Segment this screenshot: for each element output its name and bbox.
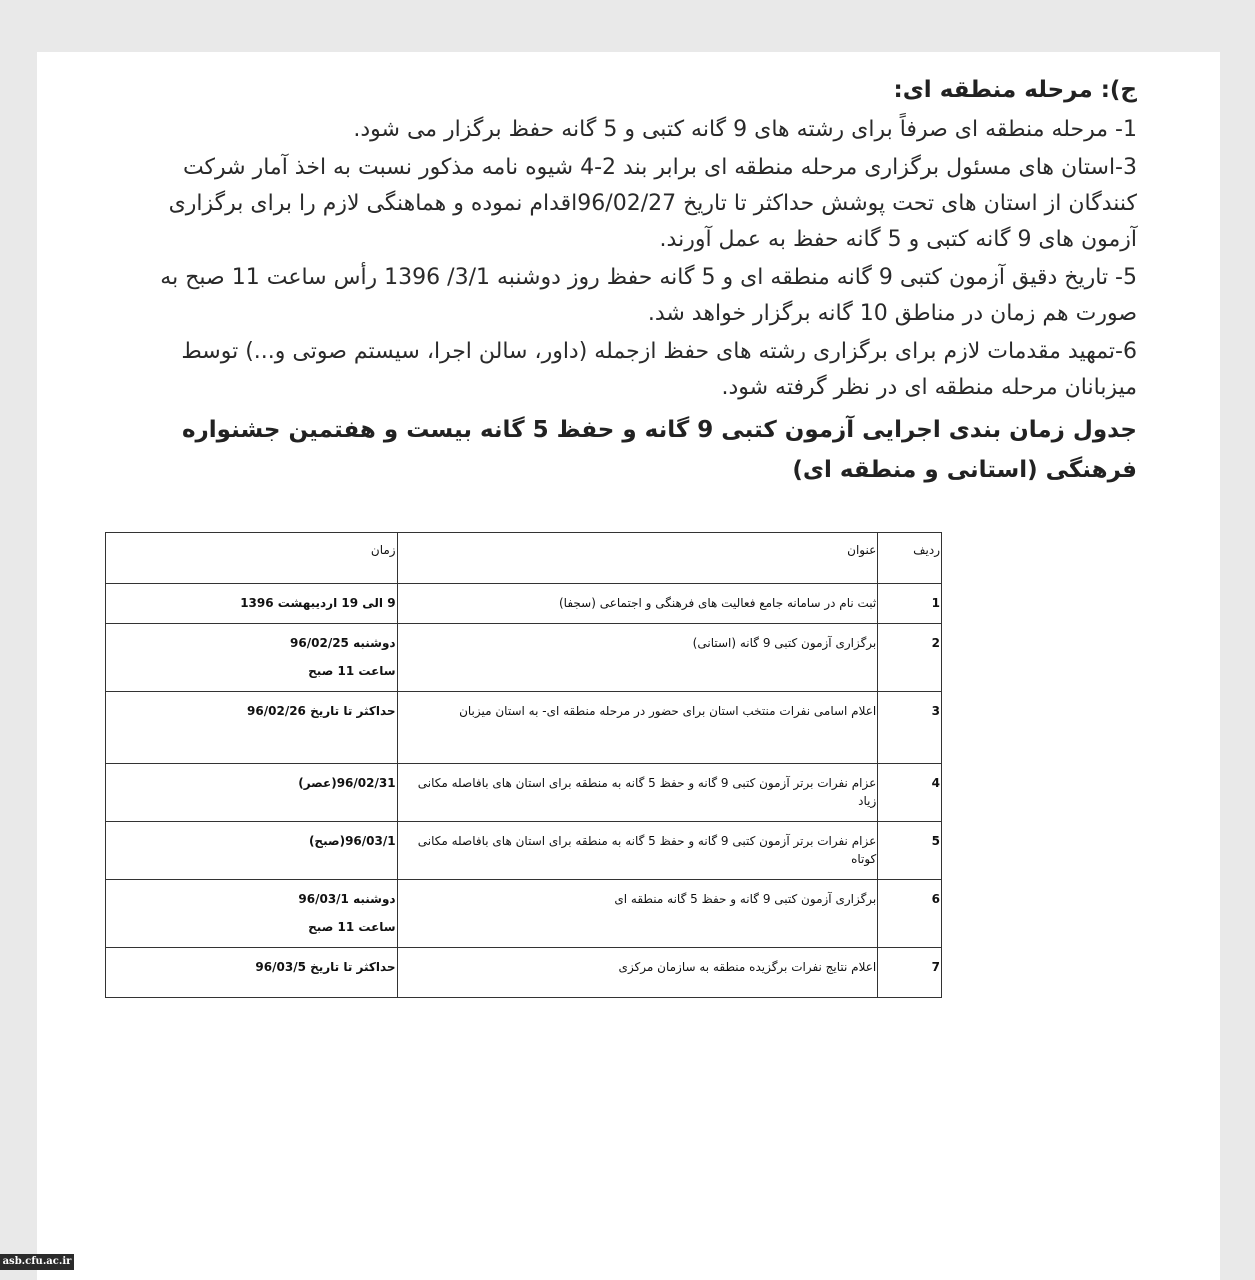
row-time-line1: حداکثر تا تاریخ 96/02/26 [247, 704, 396, 718]
row-time-line1: دوشنبه 96/02/25 [290, 636, 396, 650]
row-time-line1: 96/02/31(عصر) [298, 776, 396, 790]
paragraph-6: 6-تمهید مقدمات لازم برای برگزاری رشته های حفظ ازجمله (داور، سالن اجرا، سیستم صوتی و...) توسط میزبانان مرحله منطقه ای در نظر گرفته شود. [181, 339, 1137, 400]
row-time [106, 822, 398, 880]
row-num: 3 [878, 692, 942, 764]
table-header-row [106, 533, 942, 584]
paragraph-3: 3-استان های مسئول برگزاری مرحله منطقه ای برابر بند 2-4 شیوه نامه مذکور نسبت به اخذ آمار شرکت کنندگان از استان های تحت پوشش حداکثر تا تاریخ 96/02/27اقدام نموده و هماهنگی لازم را برای برگزاری آزمون های 9 گانه کتبی و 5 گانه حفظ به عمل آورند. [168, 155, 1137, 252]
row-time [106, 948, 398, 998]
section-heading: ج): مرحله منطقه ای: [893, 77, 1137, 103]
paragraph-5: 5- تاریخ دقیق آزمون کتبی 9 گانه منطقه ای و 5 گانه حفظ روز دوشنبه 3/1/ 1396 رأس ساعت 11 صبح به صورت هم زمان در مناطق 10 گانه برگزار خواهد شد. [160, 265, 1137, 326]
row-title: عزام نفرات برتر آزمون کتبی 9 گانه و حفظ 5 گانه به منطقه برای استان های بافاصله مکانی کوتاه [397, 822, 878, 880]
table-row [106, 692, 942, 764]
row-num: 5 [878, 822, 942, 880]
row-num: 4 [878, 764, 942, 822]
paragraph-1: 1- مرحله منطقه ای صرفاً برای رشته های 9 گانه کتبی و 5 گانه حفظ برگزار می شود. [353, 117, 1137, 142]
row-num: 6 [878, 880, 942, 948]
document-page [37, 52, 1220, 1280]
row-title: برگزاری آزمون کتبی 9 گانه (استانی) [397, 624, 878, 692]
row-time-line2: ساعت 11 صبح [308, 920, 396, 934]
row-time-line1: حداکثر تا تاریخ 96/03/5 [255, 960, 396, 974]
table-row [106, 948, 942, 998]
row-time-line1: 9 الی 19 اردیبهشت 1396 [240, 596, 396, 610]
row-time-line1: 96/03/1(صبح) [308, 834, 396, 848]
document-content [157, 70, 1137, 490]
row-title: ثبت نام در سامانه جامع فعالیت های فرهنگی و اجتماعی (سجفا) [397, 584, 878, 624]
row-num: 2 [878, 624, 942, 692]
row-time [106, 692, 398, 764]
table-row [106, 584, 942, 624]
row-title: اعلام اسامی نفرات منتخب استان برای حضور در مرحله منطقه ای- به استان میزبان [397, 692, 878, 764]
table-row [106, 880, 942, 948]
schedule-table [105, 532, 942, 998]
row-time-line2: ساعت 11 صبح [308, 664, 396, 678]
site-watermark: asb.cfu.ac.ir [0, 1254, 74, 1270]
table-row [106, 624, 942, 692]
row-time [106, 764, 398, 822]
header-num: ردیف [878, 533, 942, 584]
row-time [106, 624, 398, 692]
header-title: عنوان [397, 533, 878, 584]
row-time-line1: دوشنبه 96/03/1 [298, 892, 396, 906]
row-num: 1 [878, 584, 942, 624]
table-row [106, 822, 942, 880]
table-title: جدول زمان بندی اجرایی آزمون کتبی 9 گانه و حفظ 5 گانه بیست و هفتمین جشنواره فرهنگی (استانی و منطقه ای) [181, 417, 1137, 483]
row-title: عزام نفرات برتر آزمون کتبی 9 گانه و حفظ 5 گانه به منطقه برای استان های بافاصله مکانی زیاد [397, 764, 878, 822]
table-row [106, 764, 942, 822]
row-title: اعلام نتایج نفرات برگزیده منطقه به سازمان مرکزی [397, 948, 878, 998]
row-title: برگزاری آزمون کتبی 9 گانه و حفظ 5 گانه منطقه ای [397, 880, 878, 948]
row-time [106, 584, 398, 624]
header-time: زمان [106, 533, 398, 584]
row-num: 7 [878, 948, 942, 998]
row-time [106, 880, 398, 948]
